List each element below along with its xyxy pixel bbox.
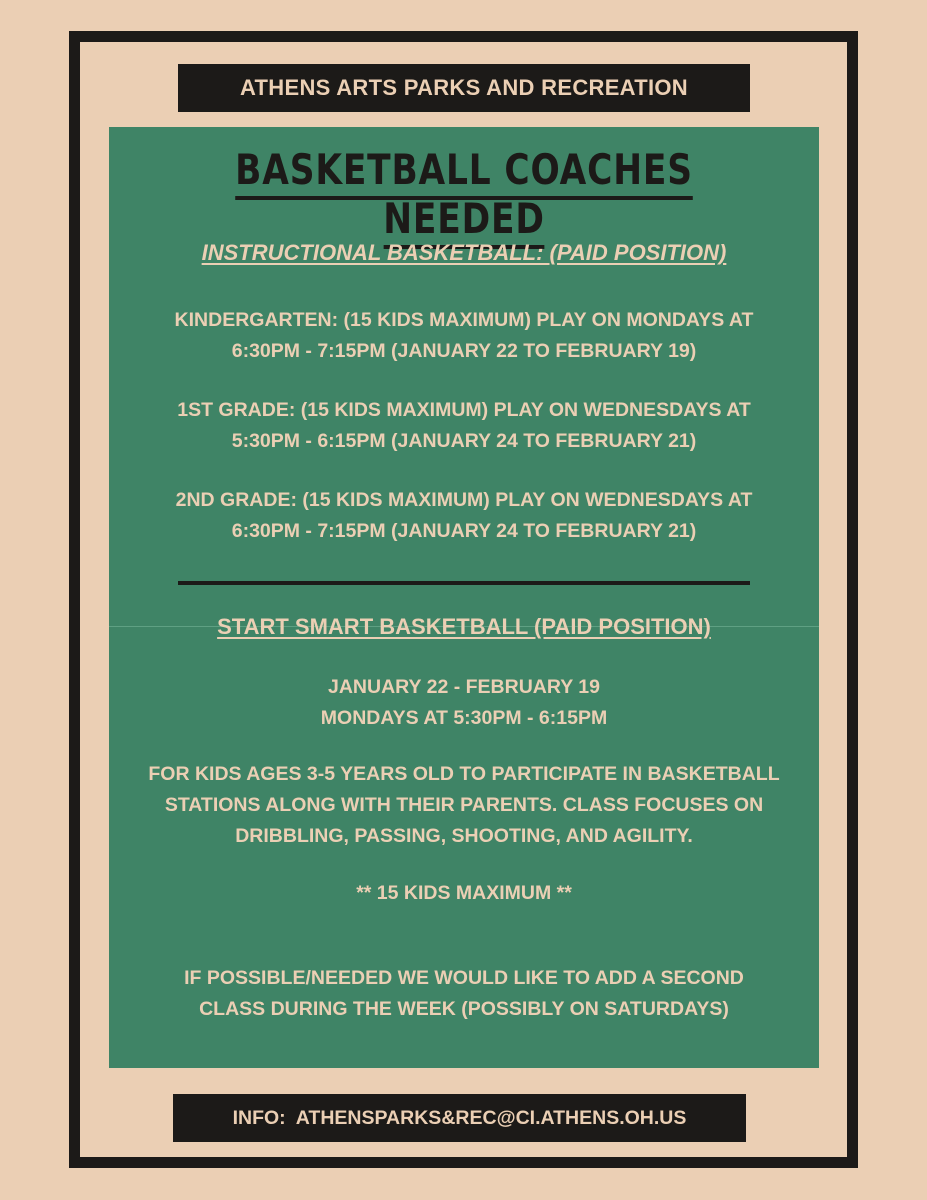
start-smart-heading: START SMART BASKETBALL (PAID POSITION) xyxy=(217,614,711,639)
page-title xyxy=(173,145,755,243)
contact-banner xyxy=(173,1094,746,1142)
organization-name: ATHENS ARTS PARKS AND RECREATION xyxy=(240,75,688,100)
description-line: STATIONS ALONG WITH THEIR PARENTS. CLASS FOCUSES ON xyxy=(164,794,764,816)
contact-info: INFO: ATHENSPARKS&REC@CI.ATHENS.OH.US xyxy=(232,1106,687,1129)
capacity-note: ** 15 KIDS MAXIMUM ** xyxy=(356,882,572,904)
instructional-heading: INSTRUCTIONAL BASKETBALL: (PAID POSITION) xyxy=(201,240,727,265)
description-line: DRIBBLING, PASSING, SHOOTING, AND AGILITY. xyxy=(235,825,693,847)
second-grade-session xyxy=(129,485,799,547)
session-line: 6:30PM - 7:15PM (JANUARY 24 TO FEBRUARY 21) xyxy=(231,520,697,542)
session-line: KINDERGARTEN: (15 KIDS MAXIMUM) PLAY ON MONDAYS AT xyxy=(174,309,754,331)
page-title-text: BASKETBALL COACHES NEEDED xyxy=(235,145,693,249)
start-smart-dates: JANUARY 22 - FEBRUARY 19 xyxy=(328,676,600,698)
first-grade-session xyxy=(129,395,799,457)
description-line: FOR KIDS AGES 3-5 YEARS OLD TO PARTICIPATE IN BASKETBALL xyxy=(148,763,780,785)
start-smart-schedule xyxy=(129,672,799,734)
note-line: CLASS DURING THE WEEK (POSSIBLY ON SATURDAYS) xyxy=(199,998,729,1020)
session-line: 6:30PM - 7:15PM (JANUARY 22 TO FEBRUARY 19) xyxy=(231,340,697,362)
session-line: 2ND GRADE: (15 KIDS MAXIMUM) PLAY ON WEDNESDAYS AT xyxy=(175,489,753,511)
kindergarten-session xyxy=(129,305,799,367)
second-class-note xyxy=(129,963,799,1025)
content-panel xyxy=(109,127,819,1068)
section-divider xyxy=(178,581,750,585)
session-line: 1ST GRADE: (15 KIDS MAXIMUM) PLAY ON WEDNESDAYS AT xyxy=(177,399,751,421)
organization-banner xyxy=(178,64,750,112)
start-smart-description xyxy=(115,759,813,852)
start-smart-time: MONDAYS AT 5:30PM - 6:15PM xyxy=(320,707,608,729)
note-line: IF POSSIBLE/NEEDED WE WOULD LIKE TO ADD A SECOND xyxy=(184,967,744,989)
session-line: 5:30PM - 6:15PM (JANUARY 24 TO FEBRUARY 21) xyxy=(231,430,697,452)
